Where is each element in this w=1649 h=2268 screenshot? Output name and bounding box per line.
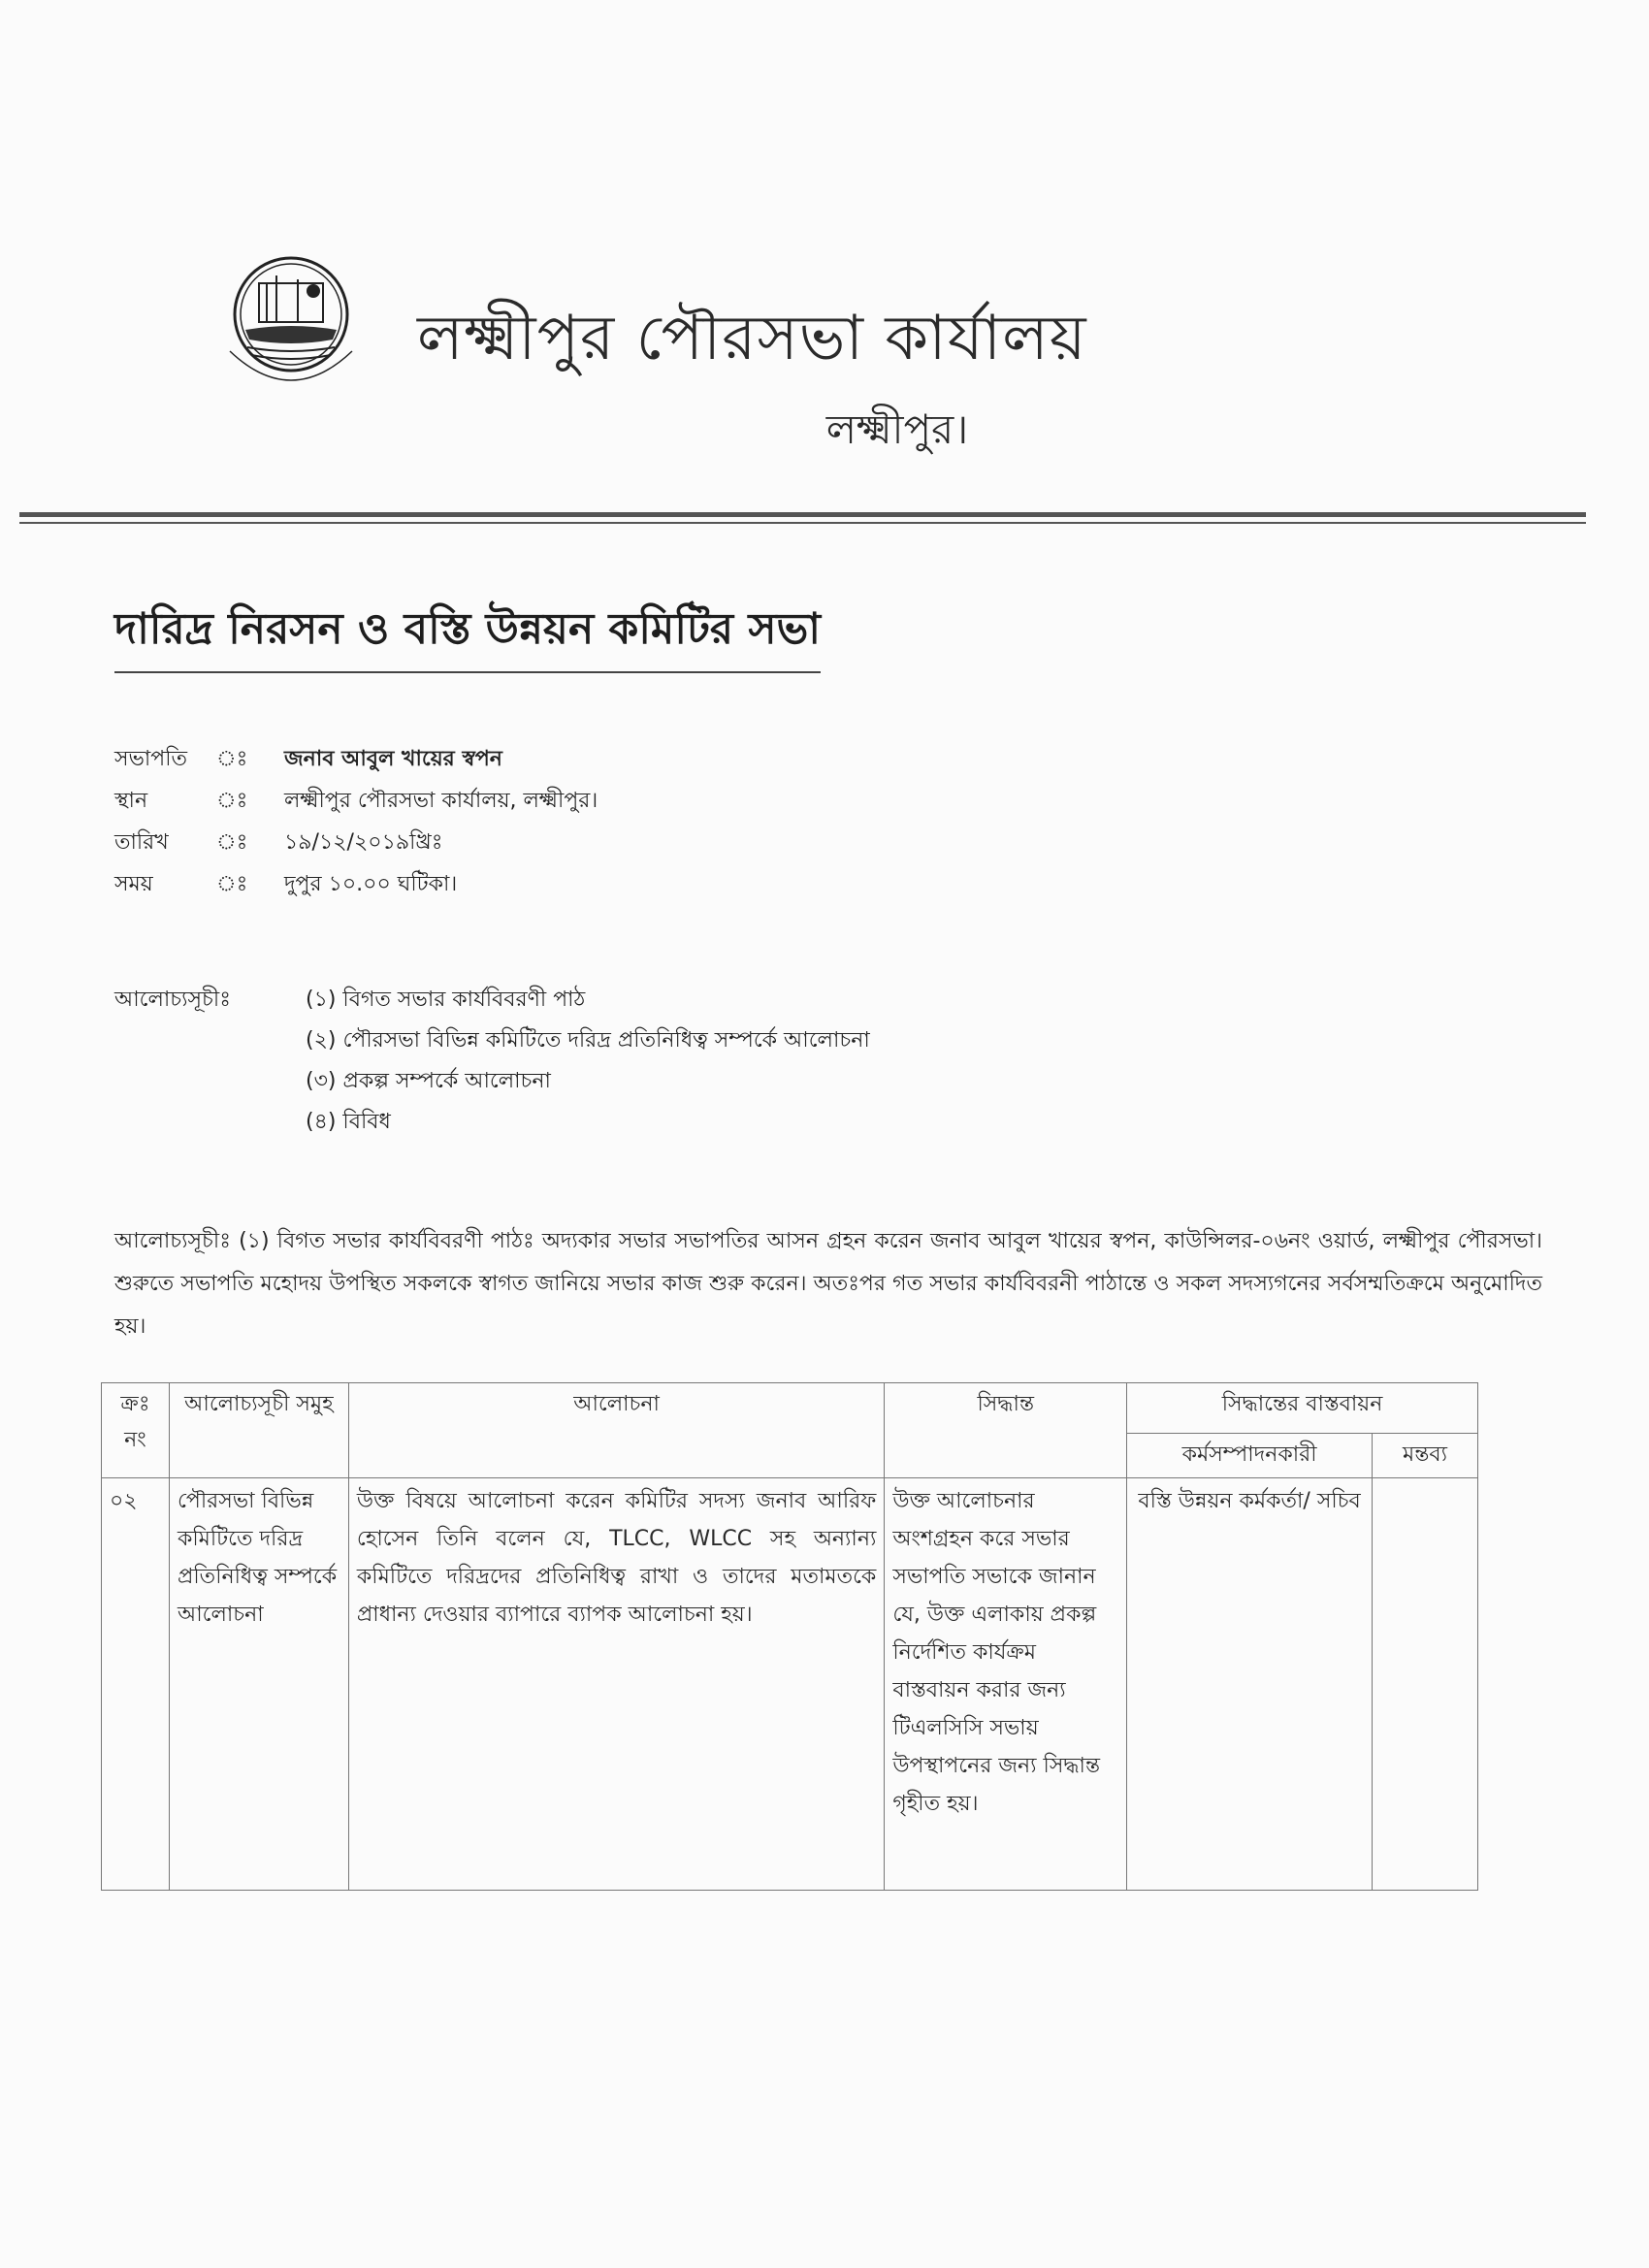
meeting-title: দারিদ্র নিরসন ও বস্তি উন্নয়ন কমিটির সভা [114, 597, 821, 673]
agenda-item: (২) পৌরসভা বিভিন্ন কমিটিতে দরিদ্র প্রতিনিধিত্ব সম্পর্কে আলোচনা [306, 1028, 870, 1053]
meta-value: লক্ষ্মীপুর পৌরসভা কার্যালয়, লক্ষ্মীপুর। [284, 789, 598, 813]
office-title: লক্ষ্মীপুর পৌরসভা কার্যালয় [417, 303, 1087, 374]
meta-value: ১৯/১২/২০১৯খ্রিঃ [284, 830, 443, 855]
municipality-seal [218, 254, 364, 400]
meta-sep: ঃ [216, 830, 248, 855]
meta-label: সভাপতি [114, 747, 188, 771]
minutes-paragraph: আলোচ্যসূচীঃ (১) বিগত সভার কার্যবিবরণী পাঠঃ অদ্যকার সভার সভাপতির আসন গ্রহন করেন জনাব আবুল খায়ের স্বপন, কাউন্সিলর-০৬নং ওয়ার্ড, লক্ষ্মীপুর পৌরসভা। শুরুতে সভাপতি মহোদয় উপস্থিত সকলকে স্বাগত জানিয়ে সভার কাজ শুরু করেন। অতঃপর গত সভার কার্যবিবরনী পাঠান্তে ও সকল সদস্যগনের সর্বসম্মতিক্রমে অনুমোদিত হয়। [114, 1229, 1542, 1339]
meta-value: দুপুর ১০.০০ ঘটিকা। [284, 872, 458, 896]
meta-row-date [114, 826, 443, 861]
meta-row-place [114, 784, 598, 820]
header-rule-bottom [19, 522, 1586, 524]
row-discussion: উক্ত বিষয়ে আলোচনা করেন কমিটির সদস্য জনাব আরিফ হোসেন তিনি বলেন যে, TLCC, WLCC সহ অন্যান্য কমিটিতে দরিদ্রদের প্রতিনিধিত্ব রাখা ও তাদের মতামতকে প্রাধান্য দেওয়ার ব্যাপারে ব্যাপক আলোচনা হয়। [348, 1478, 884, 1891]
header-agenda: আলোচ্যসূচী সমুহ [169, 1383, 348, 1478]
meta-label: স্থান [114, 789, 148, 813]
meta-row-time [114, 867, 457, 903]
header-implementation: সিদ্ধান্তের বাস্তবায়ন [1127, 1383, 1478, 1434]
meta-sep: ঃ [216, 789, 248, 813]
office-place: লক্ষ্মীপুর। [825, 405, 969, 453]
agenda-item: (৩) প্রকল্প সম্পর্কে আলোচনা [306, 1069, 551, 1093]
header-discussion: আলোচনা [348, 1383, 884, 1478]
header-implementer: কর্মসম্পাদনকারী [1127, 1434, 1373, 1478]
agenda-item: (৪) বিবিধ [306, 1110, 391, 1134]
meta-value: জনাব আবুল খায়ের স্বপন [284, 747, 502, 771]
agenda-label: আলোচ্যসূচীঃ [114, 988, 231, 1012]
row-implementer: বস্তি উন্নয়ন কর্মকর্তা/ সচিব [1127, 1478, 1373, 1891]
table-row [102, 1478, 1478, 1891]
header-decision: সিদ্ধান্ত [885, 1383, 1127, 1478]
meta-sep: ঃ [216, 872, 248, 896]
meta-row-chair [114, 742, 502, 778]
meta-label: সময় [114, 872, 153, 896]
header-rule-top [19, 512, 1586, 517]
row-remarks [1373, 1478, 1478, 1891]
meta-sep: ঃ [216, 747, 248, 771]
meta-label: তারিখ [114, 830, 169, 855]
row-serial: ০২ [102, 1478, 170, 1891]
row-agenda: পৌরসভা বিভিন্ন কমিটিতে দরিদ্র প্রতিনিধিত্ব সম্পর্কে আলোচনা [169, 1478, 348, 1891]
row-decision: উক্ত আলোচনার অংশগ্রহন করে সভার সভাপতি সভাকে জানান যে, উক্ত এলাকায় প্রকল্প নির্দেশিত কার্যক্রম বাস্তবায়ন করার জন্য টিএলসিসি সভায় উপস্থাপনের জন্য সিদ্ধান্ত গৃহীত হয়। [885, 1478, 1127, 1891]
minutes-table [101, 1382, 1478, 1891]
header-serial: ক্রঃ নং [102, 1383, 170, 1478]
agenda-item: (১) বিগত সভার কার্যবিবরণী পাঠ [306, 988, 586, 1012]
header-remarks: মন্তব্য [1373, 1434, 1478, 1478]
